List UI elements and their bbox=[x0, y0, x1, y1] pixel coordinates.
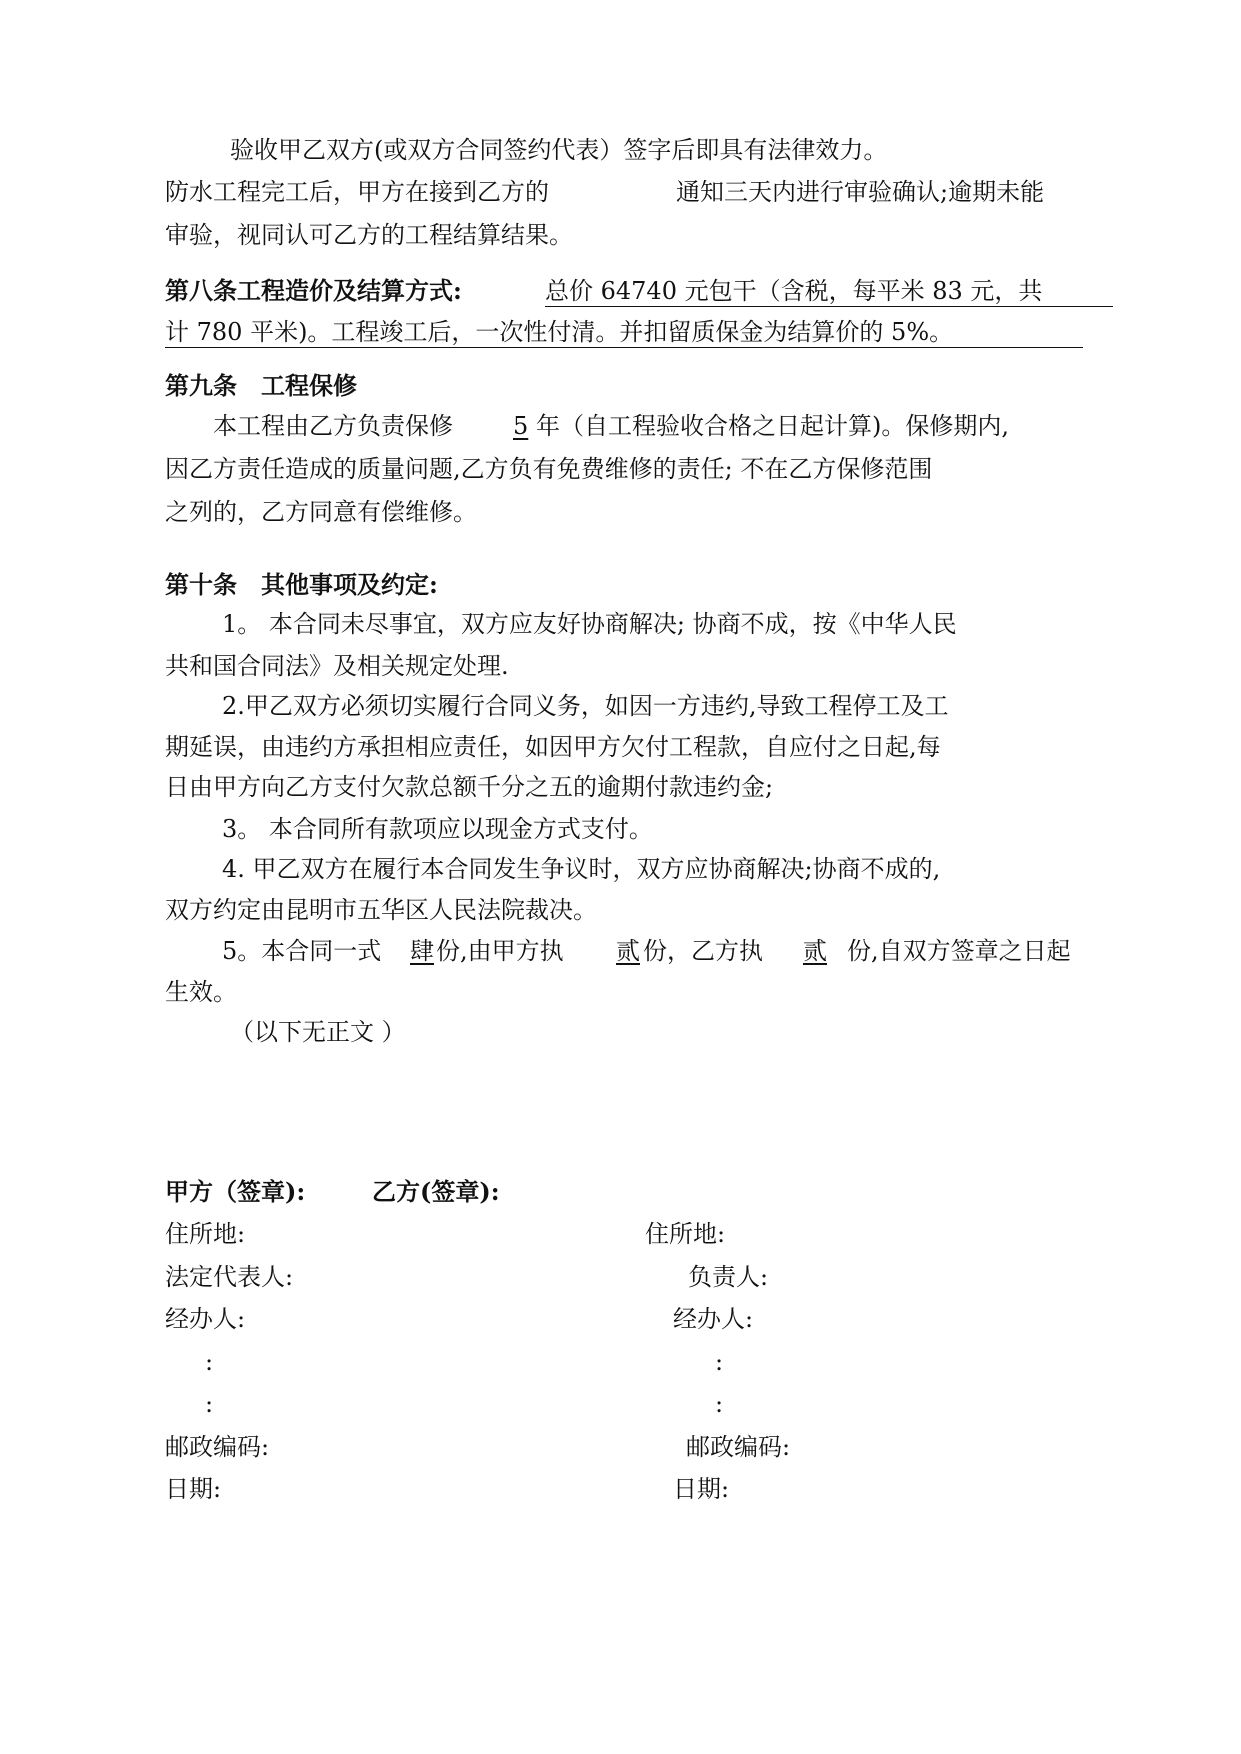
party-b-colon-2: : bbox=[715, 1390, 724, 1418]
article9-line-1a: 本工程由乙方负责保修 bbox=[213, 412, 453, 440]
article10-item5-copies-a: 贰 bbox=[616, 937, 640, 965]
party-a-signature-heading: 甲方（签章): bbox=[165, 1177, 306, 1206]
article10-item1-line-2: 共和国合同法》及相关规定处理. bbox=[165, 652, 509, 680]
article9-years: 5 bbox=[513, 412, 529, 440]
party-a-address: 住所地: bbox=[165, 1220, 246, 1248]
article9-heading: 第九条 工程保修 bbox=[165, 371, 357, 400]
article10-item5-part-a: 5。本合同一式 bbox=[222, 937, 382, 965]
end-note: （以下无正文 ） bbox=[230, 1018, 406, 1046]
article10-item4-line-2: 双方约定由昆明市五华区人民法院裁决。 bbox=[165, 896, 597, 924]
article8-underline-2 bbox=[165, 347, 1083, 348]
article10-item2-line-1: 2.甲乙双方必须切实履行合同义务，如因一方违约,导致工程停工及工 bbox=[222, 692, 949, 720]
party-b-address: 住所地: bbox=[645, 1220, 726, 1248]
article9-line-1b: 年（自工程验收合格之日起计算)。保修期内, bbox=[536, 412, 1009, 440]
acceptance-line-1: 验收甲乙双方(或双方合同签约代表）签字后即具有法律效力。 bbox=[230, 136, 888, 164]
article10-heading: 第十条 其他事项及约定: bbox=[165, 570, 438, 599]
article10-item5-part-b: 份,由甲方执 bbox=[436, 937, 564, 965]
article10-item3: 3。 本合同所有款项应以现金方式支付。 bbox=[222, 815, 653, 843]
party-b-postcode: 邮政编码: bbox=[686, 1433, 791, 1461]
article10-item4-line-1: 4. 甲乙双方在履行本合同发生争议时，双方应协商解决;协商不成的, bbox=[222, 855, 941, 883]
acceptance-line-3: 审验，视同认可乙方的工程结算结果。 bbox=[165, 221, 573, 249]
party-b-responsible-person: 负责人: bbox=[688, 1263, 769, 1291]
acceptance-line-2b: 通知三天内进行审验确认;逾期未能 bbox=[676, 178, 1045, 206]
party-a-colon-2: : bbox=[205, 1390, 214, 1418]
article8-line-2: 计 780 平米)。工程竣工后，一次性付清。并扣留质保金为结算价的 5%。 bbox=[165, 318, 954, 346]
article10-item5-part-c: 份，乙方执 bbox=[643, 937, 763, 965]
article9-line-3: 之列的，乙方同意有偿维修。 bbox=[165, 498, 477, 526]
party-a-colon-1: : bbox=[205, 1348, 214, 1376]
article8-underline-1 bbox=[545, 306, 1113, 307]
article10-item2-line-3: 日由甲方向乙方支付欠款总额千分之五的逾期付款违约金; bbox=[165, 773, 774, 801]
party-b-colon-1: : bbox=[715, 1348, 724, 1376]
article8-heading: 第八条工程造价及结算方式: bbox=[165, 276, 462, 305]
party-a-postcode: 邮政编码: bbox=[165, 1433, 270, 1461]
party-a-legal-rep: 法定代表人: bbox=[165, 1263, 294, 1291]
acceptance-line-2a: 防水工程完工后，甲方在接到乙方的 bbox=[165, 178, 549, 206]
article10-item5-part-d: 份,自双方签章之日起 bbox=[847, 937, 1071, 965]
party-b-signature-heading: 乙方(签章): bbox=[372, 1177, 500, 1206]
article10-item2-line-2: 期延误，由违约方承担相应责任，如因甲方欠付工程款，自应付之日起,每 bbox=[165, 733, 941, 761]
article9-line-2: 因乙方责任造成的质量问题,乙方负有免费维修的责任; 不在乙方保修范围 bbox=[165, 455, 933, 483]
party-b-date: 日期: bbox=[673, 1475, 730, 1503]
article10-item5-line-2: 生效。 bbox=[165, 978, 237, 1006]
party-b-agent: 经办人: bbox=[673, 1305, 754, 1333]
article10-item5-copies-total: 肆 bbox=[410, 937, 434, 965]
article10-item1-line-1: 1。 本合同未尽事宜，双方应友好协商解决; 协商不成，按《中华人民 bbox=[222, 610, 957, 638]
article8-line-1: 总价 64740 元包干（含税，每平米 83 元，共 bbox=[545, 277, 1043, 305]
party-a-agent: 经办人: bbox=[165, 1305, 246, 1333]
article10-item5-copies-b: 贰 bbox=[803, 937, 827, 965]
party-a-date: 日期: bbox=[165, 1475, 222, 1503]
